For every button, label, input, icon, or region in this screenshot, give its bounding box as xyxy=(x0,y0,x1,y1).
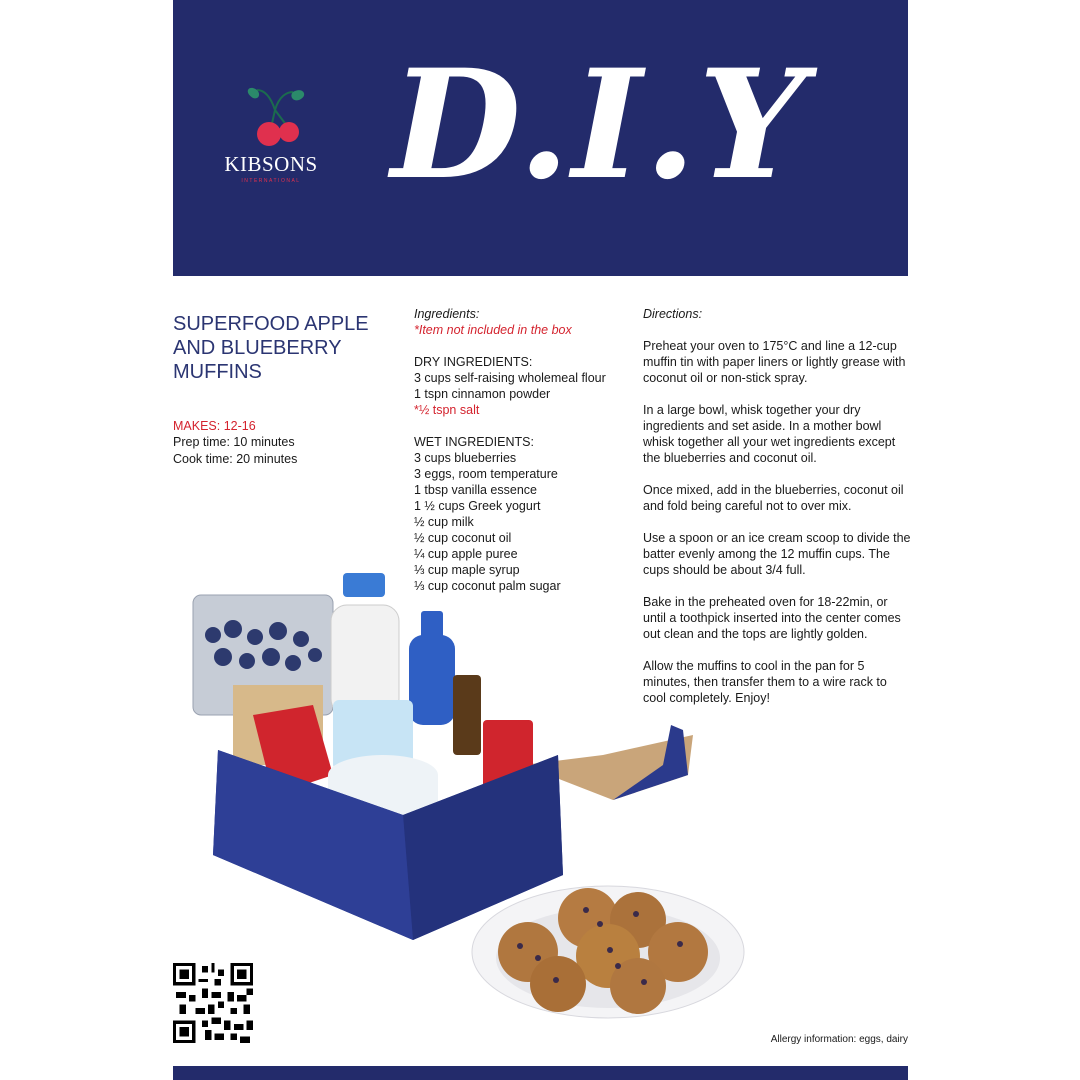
recipe-title-line: AND BLUEBERRY xyxy=(173,337,342,359)
wet-ingredient: ½ cup milk xyxy=(414,515,474,529)
footer-bar xyxy=(173,1066,908,1080)
dry-ingredient-excluded: *½ tspn salt xyxy=(414,403,480,417)
wet-ingredient: 3 cups blueberries xyxy=(414,451,517,465)
brand-name: KIBSONS xyxy=(224,152,318,176)
wet-ingredient: ½ cup coconut oil xyxy=(414,531,512,545)
dry-heading: DRY INGREDIENTS: xyxy=(414,355,533,369)
recipe-sheet xyxy=(173,0,911,1080)
excluded-note: *Item not included in the box xyxy=(414,323,572,337)
qr-code-icon xyxy=(173,963,253,1043)
recipe-title-line: MUFFINS xyxy=(173,361,262,383)
directions-heading: Directions: xyxy=(643,307,703,321)
direction-step: Bake in the preheated oven for 18-22min, or until a toothpick inserted into the center comes out clean and the tops are lightly golden. xyxy=(643,595,901,641)
dry-ingredient: 1 tspn cinnamon powder xyxy=(414,387,551,401)
cook-time: Cook time: 20 minutes xyxy=(173,452,298,466)
wet-ingredient: ⅓ cup maple syrup xyxy=(414,563,520,577)
ingredients-heading: Ingredients: xyxy=(414,307,480,321)
direction-step: In a large bowl, whisk together your dry ingredients and set aside. In a mother bowl whisk together all your wet ingredients except the blueberries and coconut oil. xyxy=(643,403,896,465)
wet-ingredient: ⅓ cup coconut palm sugar xyxy=(414,579,561,593)
wet-ingredient: 1 tbsp vanilla essence xyxy=(414,483,537,497)
wet-ingredient: 1 ½ cups Greek yogurt xyxy=(414,499,541,513)
direction-step: Once mixed, add in the blueberries, coconut oil and fold being careful not to over mix. xyxy=(643,483,904,513)
direction-step: Allow the muffins to cool in the pan for 5 minutes, then transfer them to a wire rack to cool completely. Enjoy! xyxy=(643,659,887,705)
allergy-info: Allergy information: eggs, dairy xyxy=(770,1034,908,1045)
prep-time: Prep time: 10 minutes xyxy=(173,435,295,449)
recipe-title-line: SUPERFOOD APPLE xyxy=(173,313,369,335)
makes-count: MAKES: 12-16 xyxy=(173,419,256,433)
recipe-title xyxy=(173,312,388,384)
diy-title: D.I.Y xyxy=(391,37,808,213)
wet-ingredient: 3 eggs, room temperature xyxy=(414,467,558,481)
direction-step: Preheat your oven to 175°C and line a 12-cup muffin tin with paper liners or lightly grease with coconut oil or non-stick spray. xyxy=(643,339,906,385)
direction-step: Use a spoon or an ice cream scoop to divide the batter evenly among the 12 muffin cups. The cups should be about 3/4 full. xyxy=(643,531,911,577)
header-banner xyxy=(173,0,908,276)
dry-ingredient: 3 cups self-raising wholemeal flour xyxy=(414,371,606,385)
muffins-plate-photo xyxy=(468,880,748,1020)
ingredients-column xyxy=(414,306,639,594)
wet-heading: WET INGREDIENTS: xyxy=(414,435,534,449)
wet-ingredient: ¼ cup apple puree xyxy=(414,547,518,561)
brand-subtitle: INTERNATIONAL xyxy=(241,178,301,184)
